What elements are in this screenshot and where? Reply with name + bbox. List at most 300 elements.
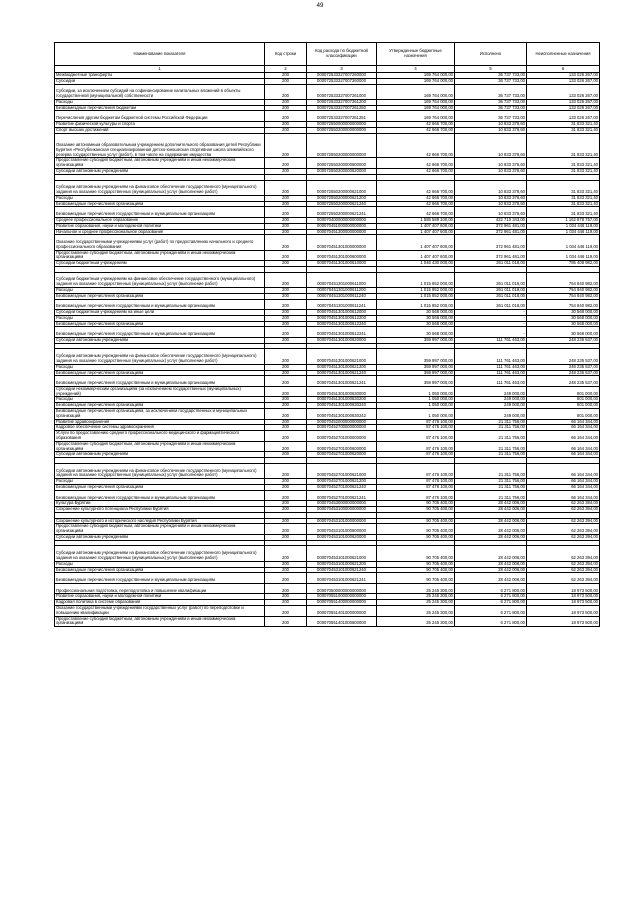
row-budget-code: 000070451301000630000: [307, 386, 377, 397]
row-executed: 111 761 463,00: [455, 337, 527, 343]
row-budget-code: 000072550200000621241: [307, 207, 377, 218]
row-executed: 372 961 481,00: [455, 235, 527, 250]
row-unexecuted: 133 026 267,00: [527, 78, 600, 84]
row-budget-code: 000072550200000621200: [307, 195, 377, 201]
table-row: [55, 567, 600, 573]
row-unexecuted: 785 408 982,00: [527, 261, 600, 267]
row-budget-code: 000070551401000600000: [307, 616, 377, 627]
row-name: Безвозмездные перечисления государственным и муниципальным организациям: [55, 376, 265, 387]
row-name: Безвозмездные перечисления государственным и муниципальным организациям: [55, 299, 265, 310]
row-approved: 87 476 100,00: [377, 479, 455, 485]
row-executed: 28 442 006,00: [455, 546, 527, 561]
row-approved: 30 568 000,00: [377, 321, 455, 327]
row-approved: 90 705 400,00: [377, 518, 455, 524]
row-budget-code: 000072550200000000000: [307, 133, 377, 158]
row-unexecuted: 801 000,00: [527, 397, 600, 403]
row-budget-code: 000072550000000000000: [307, 121, 377, 127]
row-executed: 21 311 756,00: [455, 441, 527, 452]
table-row: [55, 600, 600, 606]
row-executed: 36 737 733,00: [455, 99, 527, 105]
row-executed: 36 737 733,00: [455, 78, 527, 84]
row-name: Безвозмездные перечисления бюджетам: [55, 105, 265, 111]
row-unexecuted: 31 833 321,40: [527, 201, 600, 207]
row-unexecuted: 62 263 394,00: [527, 567, 600, 573]
row-budget-code: 000070452701000621200: [307, 479, 377, 485]
row-executed: 111 761 463,00: [455, 364, 527, 370]
row-name: Межбюджетные трансферты: [55, 73, 265, 79]
row-executed: 6 271 800,00: [455, 605, 527, 616]
row-line-code: 200: [265, 419, 307, 425]
row-executed: 10 833 378,60: [455, 180, 527, 195]
row-line-code: 200: [265, 425, 307, 431]
table-row: [55, 518, 600, 524]
page-number: 49: [316, 3, 324, 9]
row-approved: 359 997 000,00: [377, 337, 455, 343]
row-line-code: 200: [265, 127, 307, 133]
row-name: Субсидии автономным учреждениям на финансовое обеспечение государственного (муниципального) задания на оказание государственных (муниципальных) услуг (выполнение работ): [55, 180, 265, 195]
row-unexecuted: 31 833 321,40: [527, 127, 600, 133]
row-approved: 359 997 000,00: [377, 370, 455, 376]
row-executed: 28 442 006,00: [455, 567, 527, 573]
row-line-code: 200: [265, 441, 307, 452]
row-executed: 10 833 378,60: [455, 195, 527, 201]
row-line-code: 200: [265, 349, 307, 364]
row-name: Расходы: [55, 397, 265, 403]
row-budget-code: 000070452701000000000: [307, 431, 377, 442]
row-unexecuted: 18 973 500,00: [527, 600, 600, 606]
row-budget-code: 000070453100000000000: [307, 507, 377, 513]
row-executed: 6 271 800,00: [455, 583, 527, 594]
row-approved: 42 666 700,00: [377, 121, 455, 127]
row-line-code: 200: [265, 250, 307, 261]
row-executed: -: [455, 315, 527, 321]
row-approved: 87 476 100,00: [377, 490, 455, 501]
table-row: [55, 327, 600, 338]
row-budget-code: 000070453000000000000: [307, 501, 377, 507]
row-line-code: 200: [265, 229, 307, 235]
row-line-code: 200: [265, 84, 307, 99]
row-executed: 372 961 481,00: [455, 229, 527, 235]
row-name: Безвозмездные перечисления государственным и муниципальным организациям: [55, 327, 265, 338]
row-executed: 28 442 006,00: [455, 501, 527, 507]
row-approved: 1 050 000,00: [377, 409, 455, 420]
row-line-code: 200: [265, 105, 307, 111]
row-name: Развитие образования, науки и молодежной политики: [55, 594, 265, 600]
row-line-code: 200: [265, 201, 307, 207]
table-row: [55, 524, 600, 535]
row-name: Оказание автономным образовательным учреждением дополнительного образования детей Республики Бурятия «Республиканская специализированная детско-юношеская спортивная школа олимпийского резерва государственных услуг (работ), в том числе на содержание имущества: [55, 133, 265, 158]
row-name: Безвозмездные перечисления организациям: [55, 567, 265, 573]
row-line-code: 200: [265, 99, 307, 105]
table-row: [55, 272, 600, 287]
table-row: [55, 111, 600, 122]
row-name: Сохранение культурного и исторического наследия Республики Бурятия: [55, 518, 265, 524]
row-name: Среднее профессиональное образование: [55, 217, 265, 223]
row-line-code: 200: [265, 158, 307, 169]
row-executed: 28 442 006,00: [455, 561, 527, 567]
row-line-code: 200: [265, 616, 307, 627]
row-approved: 87 476 100,00: [377, 441, 455, 452]
row-unexecuted: 133 026 267,00: [527, 73, 600, 79]
row-unexecuted: 66 164 344,00: [527, 441, 600, 452]
row-budget-code: 000070451301000630240: [307, 403, 377, 409]
row-name: Развитие образования, науки и молодежной политики: [55, 223, 265, 229]
row-name: Оказание государственными учреждениями государственных услуг (работ) по переподготовке и повышению квалификации: [55, 605, 265, 616]
row-executed: 111 761 463,00: [455, 376, 527, 387]
row-approved: 25 245 300,00: [377, 616, 455, 627]
row-budget-code: 000070451301000000000: [307, 235, 377, 250]
header-line-code: Код строки: [265, 43, 307, 66]
row-executed: 372 961 481,00: [455, 223, 527, 229]
row-name: Безвозмездные перечисления государственным и муниципальным организациям: [55, 573, 265, 584]
row-approved: 42 666 700,00: [377, 180, 455, 195]
column-number: 6: [527, 66, 600, 73]
row-name: Субсидии автономным учреждениям: [55, 169, 265, 175]
row-approved: 90 705 400,00: [377, 524, 455, 535]
row-budget-code: 000072533327007261251: [307, 111, 377, 122]
row-approved: 30 568 000,00: [377, 327, 455, 338]
row-unexecuted: 801 000,00: [527, 409, 600, 420]
row-unexecuted: 248 235 537,00: [527, 376, 600, 387]
row-line-code: 200: [265, 310, 307, 316]
row-name: Безвозмездные перечисления организациям: [55, 403, 265, 409]
row-unexecuted: 30 568 000,00: [527, 310, 600, 316]
row-name: Субсидии бюджетным учреждениям на финансовое обеспечение государственного (муниципального) задания на оказание государственных (муниципальных) услуг (выполнение работ): [55, 272, 265, 287]
row-unexecuted: 1 162 878 757,00: [527, 217, 600, 223]
row-executed: -: [455, 321, 527, 327]
row-name: Начальное и среднее профессиональное образование: [55, 229, 265, 235]
row-approved: 25 245 300,00: [377, 605, 455, 616]
row-unexecuted: 754 840 982,00: [527, 272, 600, 287]
row-executed: 261 011 018,00: [455, 288, 527, 294]
row-budget-code: 000070451301000630242: [307, 409, 377, 420]
header-approved: Утвержденные бюджетные назначения: [377, 43, 455, 66]
row-line-code: 200: [265, 386, 307, 397]
row-line-code: 200: [265, 452, 307, 458]
row-executed: 21 311 756,00: [455, 479, 527, 485]
row-approved: 87 476 100,00: [377, 452, 455, 458]
row-name: Культура Бурятии: [55, 501, 265, 507]
row-line-code: 200: [265, 223, 307, 229]
row-approved: 87 476 100,00: [377, 463, 455, 478]
row-line-code: 200: [265, 376, 307, 387]
row-unexecuted: 30 568 000,00: [527, 315, 600, 321]
table-body: [55, 73, 600, 627]
row-approved: 1 407 407 600,00: [377, 229, 455, 235]
row-budget-code: 000070451301000621200: [307, 364, 377, 370]
row-unexecuted: 248 235 537,00: [527, 349, 600, 364]
row-unexecuted: 754 840 982,00: [527, 288, 600, 294]
row-name: Субсидии: [55, 78, 265, 84]
row-approved: 1 015 852 000,00: [377, 272, 455, 287]
row-name: Предоставление субсидий бюджетным, автономным учреждениям и иным некоммерческим организациям: [55, 158, 265, 169]
table-row: [55, 293, 600, 299]
row-approved: 42 666 700,00: [377, 195, 455, 201]
row-approved: 87 476 100,00: [377, 419, 455, 425]
row-approved: 90 705 400,00: [377, 573, 455, 584]
row-name: Предоставление субсидий бюджетным, автономным учреждениям и иным некоммерческим организациям: [55, 524, 265, 535]
row-line-code: 200: [265, 121, 307, 127]
row-unexecuted: 31 833 321,40: [527, 133, 600, 158]
row-name: Расходы: [55, 561, 265, 567]
row-unexecuted: 248 235 537,00: [527, 337, 600, 343]
row-executed: 111 761 463,00: [455, 349, 527, 364]
table-row: [55, 223, 600, 229]
row-unexecuted: 62 263 394,00: [527, 518, 600, 524]
row-line-code: 200: [265, 370, 307, 376]
row-unexecuted: 133 026 267,00: [527, 99, 600, 105]
row-budget-code: 000070453101000621241: [307, 573, 377, 584]
table-row: [55, 594, 600, 600]
table-row: [55, 616, 600, 627]
row-name: Перечисления другим бюджетам бюджетной системы Российской Федерации: [55, 111, 265, 122]
row-line-code: 200: [265, 293, 307, 299]
row-budget-code: 000072533327007261200: [307, 99, 377, 105]
row-unexecuted: 62 263 394,00: [527, 501, 600, 507]
row-name: Предоставление субсидий бюджетным, автономным учреждениям и иным некоммерческим организациям: [55, 441, 265, 452]
row-unexecuted: 18 973 500,00: [527, 583, 600, 594]
row-approved: 1 585 589 100,00: [377, 217, 455, 223]
row-line-code: 200: [265, 337, 307, 343]
row-approved: 1 015 852 000,00: [377, 288, 455, 294]
row-unexecuted: 62 263 394,00: [527, 507, 600, 513]
row-unexecuted: 1 034 446 119,00: [527, 223, 600, 229]
row-approved: 1 050 000,00: [377, 397, 455, 403]
row-executed: 10 833 378,60: [455, 121, 527, 127]
row-approved: 42 666 700,00: [377, 169, 455, 175]
table-row: [55, 84, 600, 99]
table-row: [55, 376, 600, 387]
row-name: Предоставление субсидий бюджетным, автономным учреждениям и иным некоммерческим организациям: [55, 616, 265, 627]
row-name: Развитие здравоохранения: [55, 419, 265, 425]
row-unexecuted: 62 263 394,00: [527, 561, 600, 567]
row-line-code: 200: [265, 78, 307, 84]
row-budget-code: 000072550200000620000: [307, 169, 377, 175]
table-row: [55, 250, 600, 261]
table-row: [55, 463, 600, 478]
row-name: Субсидии автономным учреждениям на финансовое обеспечение государственного (муниципального) задания на оказание государственных (муниципальных) услуг (выполнение работ): [55, 349, 265, 364]
row-budget-code: 000072533327007261000: [307, 84, 377, 99]
row-budget-code: 000072533327007261250: [307, 105, 377, 111]
row-executed: 261 011 018,00: [455, 299, 527, 310]
row-executed: 36 737 733,00: [455, 73, 527, 79]
table-row: [55, 158, 600, 169]
row-line-code: 200: [265, 195, 307, 201]
row-executed: 261 011 018,00: [455, 293, 527, 299]
row-unexecuted: 31 833 321,40: [527, 180, 600, 195]
row-name: Субсидии автономным учреждениям на финансовое обеспечение государственного (муниципального) задания на оказание государственных (муниципальных) услуг (выполнение работ): [55, 463, 265, 478]
table-header-row: [55, 43, 600, 66]
table-row: [55, 217, 600, 223]
row-approved: 42 666 700,00: [377, 127, 455, 133]
row-unexecuted: 133 026 267,00: [527, 111, 600, 122]
row-executed: 28 442 006,00: [455, 573, 527, 584]
row-budget-code: 000072550200000621000: [307, 180, 377, 195]
row-line-code: 200: [265, 507, 307, 513]
row-name: Предоставление субсидий бюджетным, автономным учреждениям и иным некоммерческим организациям: [55, 250, 265, 261]
row-approved: 1 015 852 000,00: [377, 293, 455, 299]
row-name: Субсидии бюджетным учреждениям на иные цели: [55, 310, 265, 316]
row-name: Расходы: [55, 288, 265, 294]
row-executed: 21 311 756,00: [455, 431, 527, 442]
row-line-code: 200: [265, 73, 307, 79]
row-approved: 1 015 852 000,00: [377, 299, 455, 310]
row-name: Субсидии автономным учреждениям на финансовое обеспечение государственного (муниципального) задания на оказание государственных (муниципальных) услуг (выполнение работ): [55, 546, 265, 561]
row-executed: 36 737 733,00: [455, 105, 527, 111]
row-name: Субсидии бюджетным учреждениям: [55, 261, 265, 267]
row-approved: 30 568 000,00: [377, 315, 455, 321]
row-name: Расходы: [55, 364, 265, 370]
row-approved: 1 407 407 600,00: [377, 235, 455, 250]
row-approved: 25 245 300,00: [377, 583, 455, 594]
row-executed: -: [455, 327, 527, 338]
row-name: Развитие физической культуры и спорта: [55, 121, 265, 127]
row-budget-code: 000070453101000620000: [307, 534, 377, 540]
row-line-code: 200: [265, 409, 307, 420]
row-line-code: 200: [265, 403, 307, 409]
row-line-code: 200: [265, 288, 307, 294]
row-budget-code: 000070451301000611000: [307, 272, 377, 287]
row-name: Кадровая политика в системе образования: [55, 600, 265, 606]
row-line-code: 200: [265, 272, 307, 287]
row-budget-code: 000070453101000600000: [307, 524, 377, 535]
row-budget-code: 000072533327007260000: [307, 73, 377, 79]
row-executed: 28 442 006,00: [455, 518, 527, 524]
row-budget-code: 000070451301000600000: [307, 250, 377, 261]
row-line-code: 200: [265, 463, 307, 478]
row-approved: 1 050 000,00: [377, 403, 455, 409]
row-executed: 10 833 378,60: [455, 133, 527, 158]
row-approved: 1 050 000,00: [377, 386, 455, 397]
row-approved: 42 666 700,00: [377, 158, 455, 169]
row-line-code: 200: [265, 299, 307, 310]
table-row: [55, 133, 600, 158]
table-row: [55, 425, 600, 431]
row-executed: 249 000,00: [455, 409, 527, 420]
header-indicator-name: Наименование показателя: [55, 43, 265, 66]
table-row: [55, 403, 600, 409]
row-line-code: 200: [265, 217, 307, 223]
row-executed: 36 737 733,00: [455, 84, 527, 99]
row-approved: 169 764 000,00: [377, 73, 455, 79]
row-line-code: 200: [265, 397, 307, 403]
row-budget-code: 000070451301000611241: [307, 299, 377, 310]
row-line-code: 200: [265, 327, 307, 338]
row-approved: 87 476 100,00: [377, 485, 455, 491]
row-budget-code: 000070452700000000000: [307, 425, 377, 431]
table-row: [55, 605, 600, 616]
row-unexecuted: 66 164 344,00: [527, 419, 600, 425]
row-executed: 249 000,00: [455, 386, 527, 397]
row-approved: 359 997 000,00: [377, 376, 455, 387]
row-name: Расходы: [55, 195, 265, 201]
row-budget-code: 000070451301000612241: [307, 327, 377, 338]
row-approved: 42 666 700,00: [377, 133, 455, 158]
row-budget-code: 000070451301000612240: [307, 321, 377, 327]
row-line-code: 200: [265, 111, 307, 122]
row-line-code: 200: [265, 561, 307, 567]
table-row: [55, 370, 600, 376]
row-name: Расходы: [55, 315, 265, 321]
row-unexecuted: 248 235 537,00: [527, 370, 600, 376]
row-line-code: 200: [265, 169, 307, 175]
row-unexecuted: 66 164 344,00: [527, 452, 600, 458]
row-line-code: 200: [265, 261, 307, 267]
row-unexecuted: 18 973 500,00: [527, 605, 600, 616]
row-executed: -: [455, 310, 527, 316]
row-executed: 249 000,00: [455, 397, 527, 403]
row-approved: 169 764 000,00: [377, 78, 455, 84]
row-approved: 87 476 100,00: [377, 431, 455, 442]
row-budget-code: 000070451301000620000: [307, 337, 377, 343]
row-unexecuted: 754 840 982,00: [527, 293, 600, 299]
row-executed: 21 311 756,00: [455, 425, 527, 431]
row-budget-code: 000070453101000000000: [307, 518, 377, 524]
row-approved: 1 407 407 600,00: [377, 250, 455, 261]
row-unexecuted: 1 034 446 119,00: [527, 250, 600, 261]
row-line-code: 200: [265, 594, 307, 600]
table-row: [55, 409, 600, 420]
row-line-code: 200: [265, 180, 307, 195]
row-name: Безвозмездные перечисления организациям: [55, 321, 265, 327]
row-line-code: 200: [265, 315, 307, 321]
row-unexecuted: 18 973 500,00: [527, 594, 600, 600]
row-approved: 169 764 000,00: [377, 105, 455, 111]
row-unexecuted: 133 026 267,00: [527, 84, 600, 99]
row-unexecuted: 1 034 446 119,00: [527, 235, 600, 250]
row-name: Безвозмездные перечисления организациям: [55, 293, 265, 299]
row-budget-code: 000070451301000610000: [307, 261, 377, 267]
row-unexecuted: 66 164 344,00: [527, 485, 600, 491]
column-number: 4: [377, 66, 455, 73]
row-name: Безвозмездные перечисления государственным и муниципальным организациям: [55, 490, 265, 501]
row-budget-code: 000072550200000000000: [307, 127, 377, 133]
row-approved: 25 245 300,00: [377, 594, 455, 600]
row-approved: 30 568 000,00: [377, 310, 455, 316]
row-name: Безвозмездные перечисления организациям, за исключением государственных и муниципальных организаций: [55, 409, 265, 420]
row-unexecuted: 66 164 344,00: [527, 463, 600, 478]
row-name: Услуги по предоставлению среднего профессионального медицинского и фармацевтического образования: [55, 431, 265, 442]
row-line-code: 200: [265, 546, 307, 561]
row-name: Сохранение культурного потенциала Республики Бурятия: [55, 507, 265, 513]
row-budget-code: 000070452701000621241: [307, 490, 377, 501]
row-budget-code: 000070452701000600000: [307, 441, 377, 452]
row-approved: 42 666 700,00: [377, 201, 455, 207]
row-approved: 90 705 400,00: [377, 507, 455, 513]
row-budget-code: 000070451301000611200: [307, 288, 377, 294]
row-budget-code: 000070452701000621000: [307, 463, 377, 478]
row-unexecuted: 31 833 321,40: [527, 169, 600, 175]
row-unexecuted: 62 263 394,00: [527, 573, 600, 584]
row-line-code: 200: [265, 490, 307, 501]
row-approved: 90 705 400,00: [377, 561, 455, 567]
row-line-code: 200: [265, 133, 307, 158]
row-budget-code: 000070451301000612000: [307, 310, 377, 316]
row-line-code: 200: [265, 207, 307, 218]
row-executed: 28 442 006,00: [455, 534, 527, 540]
row-approved: 169 764 000,00: [377, 111, 455, 122]
row-budget-code: 000070453101000621200: [307, 561, 377, 567]
table-row: [55, 386, 600, 397]
row-budget-code: 000070451301000621241: [307, 376, 377, 387]
row-approved: 87 476 100,00: [377, 425, 455, 431]
row-executed: 21 311 756,00: [455, 485, 527, 491]
row-unexecuted: 62 263 394,00: [527, 546, 600, 561]
table-row: [55, 507, 600, 513]
row-name: Оказание государственными учреждениями услуг (работ) по предоставлению начального и среднего профессионального образования: [55, 235, 265, 250]
row-executed: 249 000,00: [455, 403, 527, 409]
row-approved: 1 407 407 600,00: [377, 223, 455, 229]
